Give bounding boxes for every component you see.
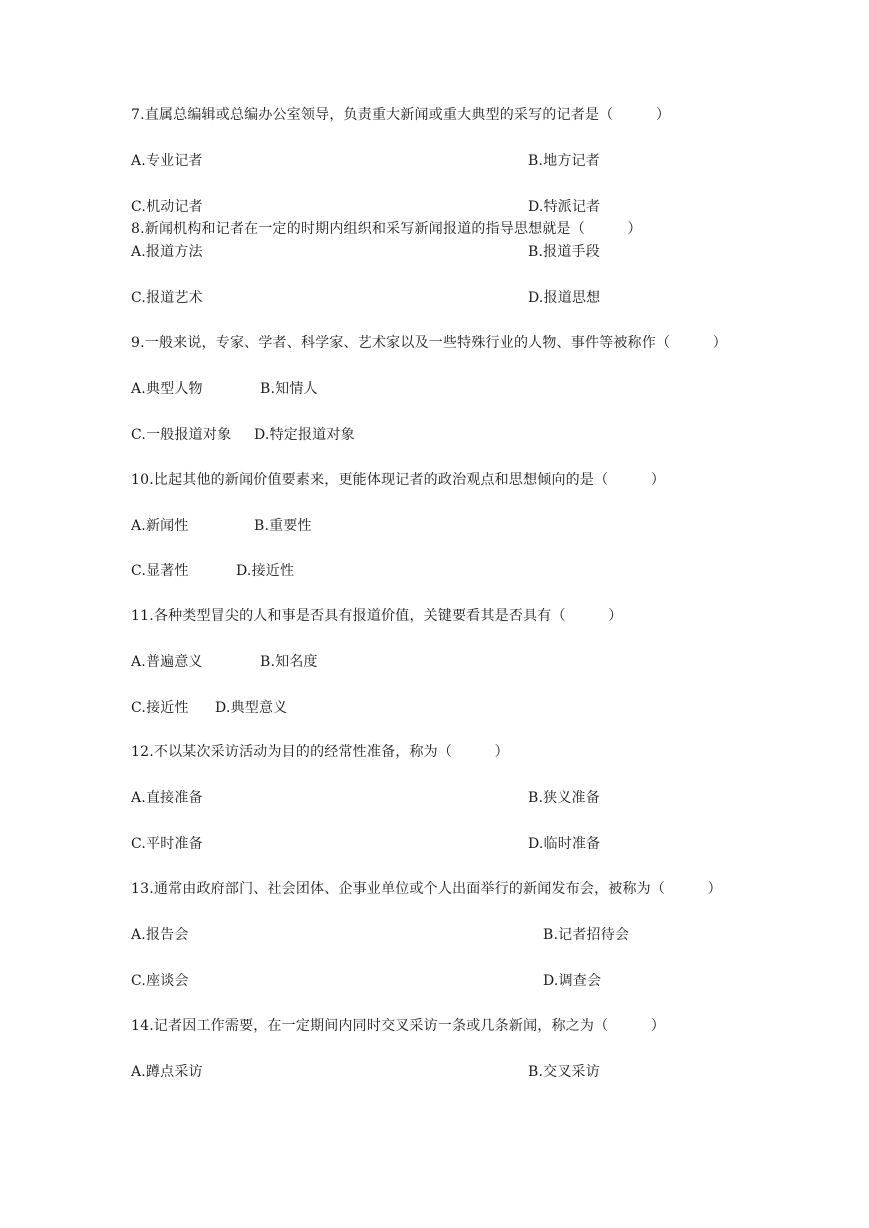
question-7-option-c: C.机动记者 bbox=[131, 199, 203, 215]
question-12-option-d: D.临时准备 bbox=[528, 836, 601, 852]
question-12-option-b: B.狭义准备 bbox=[528, 790, 600, 806]
question-7-option-b: B.地方记者 bbox=[528, 153, 600, 169]
question-10-stem: 10.比起其他的新闻价值要素来，更能体现记者的政治观点和思想倾向的是（ ） bbox=[131, 472, 666, 488]
question-14-stem: 14.记者因工作需要，在一定期间内同时交叉采访一条或几条新闻，称之为（ ） bbox=[131, 1018, 666, 1034]
question-12-option-a: A.直接准备 bbox=[131, 790, 203, 806]
question-9-option-c: C.一般报道对象 bbox=[131, 427, 232, 443]
question-13-stem: 13.通常由政府部门、社会团体、企事业单位或个人出面举行的新闻发布会，被称为（ ） bbox=[131, 881, 722, 897]
question-8-option-b: B.报道手段 bbox=[528, 244, 600, 260]
question-11-stem: 11.各种类型冒尖的人和事是否具有报道价值，关键要看其是否具有（ ） bbox=[131, 608, 623, 624]
question-7-stem: 7.直属总编辑或总编办公室领导，负责重大新闻或重大典型的采写的记者是（ ） bbox=[131, 107, 671, 123]
question-14-option-b: B.交叉采访 bbox=[528, 1064, 600, 1080]
question-12-stem: 12.不以某次采访活动为目的的经常性准备，称为（ ） bbox=[131, 744, 509, 760]
question-11-option-b: B.知名度 bbox=[260, 654, 318, 670]
question-10-option-b: B.重要性 bbox=[254, 518, 312, 534]
question-7-option-a: A.专业记者 bbox=[131, 153, 203, 169]
question-10-option-c: C.显著性 bbox=[131, 563, 189, 579]
question-8-stem: 8.新闻机构和记者在一定的时期内组织和采写新闻报道的指导思想就是（ ） bbox=[131, 221, 642, 237]
question-9-option-a: A.典型人物 bbox=[131, 381, 203, 397]
question-8-option-c: C.报道艺术 bbox=[131, 290, 203, 306]
question-7-option-d: D.特派记者 bbox=[528, 199, 601, 215]
question-14-option-a: A.蹲点采访 bbox=[131, 1064, 203, 1080]
question-13-option-d: D.调查会 bbox=[543, 973, 602, 989]
question-8-option-d: D.报道思想 bbox=[528, 290, 601, 306]
question-13-option-b: B.记者招待会 bbox=[543, 927, 630, 943]
question-9-stem: 9.一般来说，专家、学者、科学家、艺术家以及一些特殊行业的人物、事件等被称作（ ） bbox=[131, 335, 727, 351]
question-10-option-d: D.接近性 bbox=[236, 563, 295, 579]
question-12-option-c: C.平时准备 bbox=[131, 836, 203, 852]
question-8-option-a: A.报道方法 bbox=[131, 244, 203, 260]
question-9-option-b: B.知情人 bbox=[260, 381, 318, 397]
question-13-option-c: C.座谈会 bbox=[131, 973, 189, 989]
question-11-option-a: A.普遍意义 bbox=[131, 654, 203, 670]
question-13-option-a: A.报告会 bbox=[131, 927, 189, 943]
question-10-option-a: A.新闻性 bbox=[131, 518, 189, 534]
question-11-option-d: D.典型意义 bbox=[215, 700, 288, 716]
question-11-option-c: C.接近性 bbox=[131, 700, 189, 716]
question-9-option-d: D.特定报道对象 bbox=[254, 427, 355, 443]
